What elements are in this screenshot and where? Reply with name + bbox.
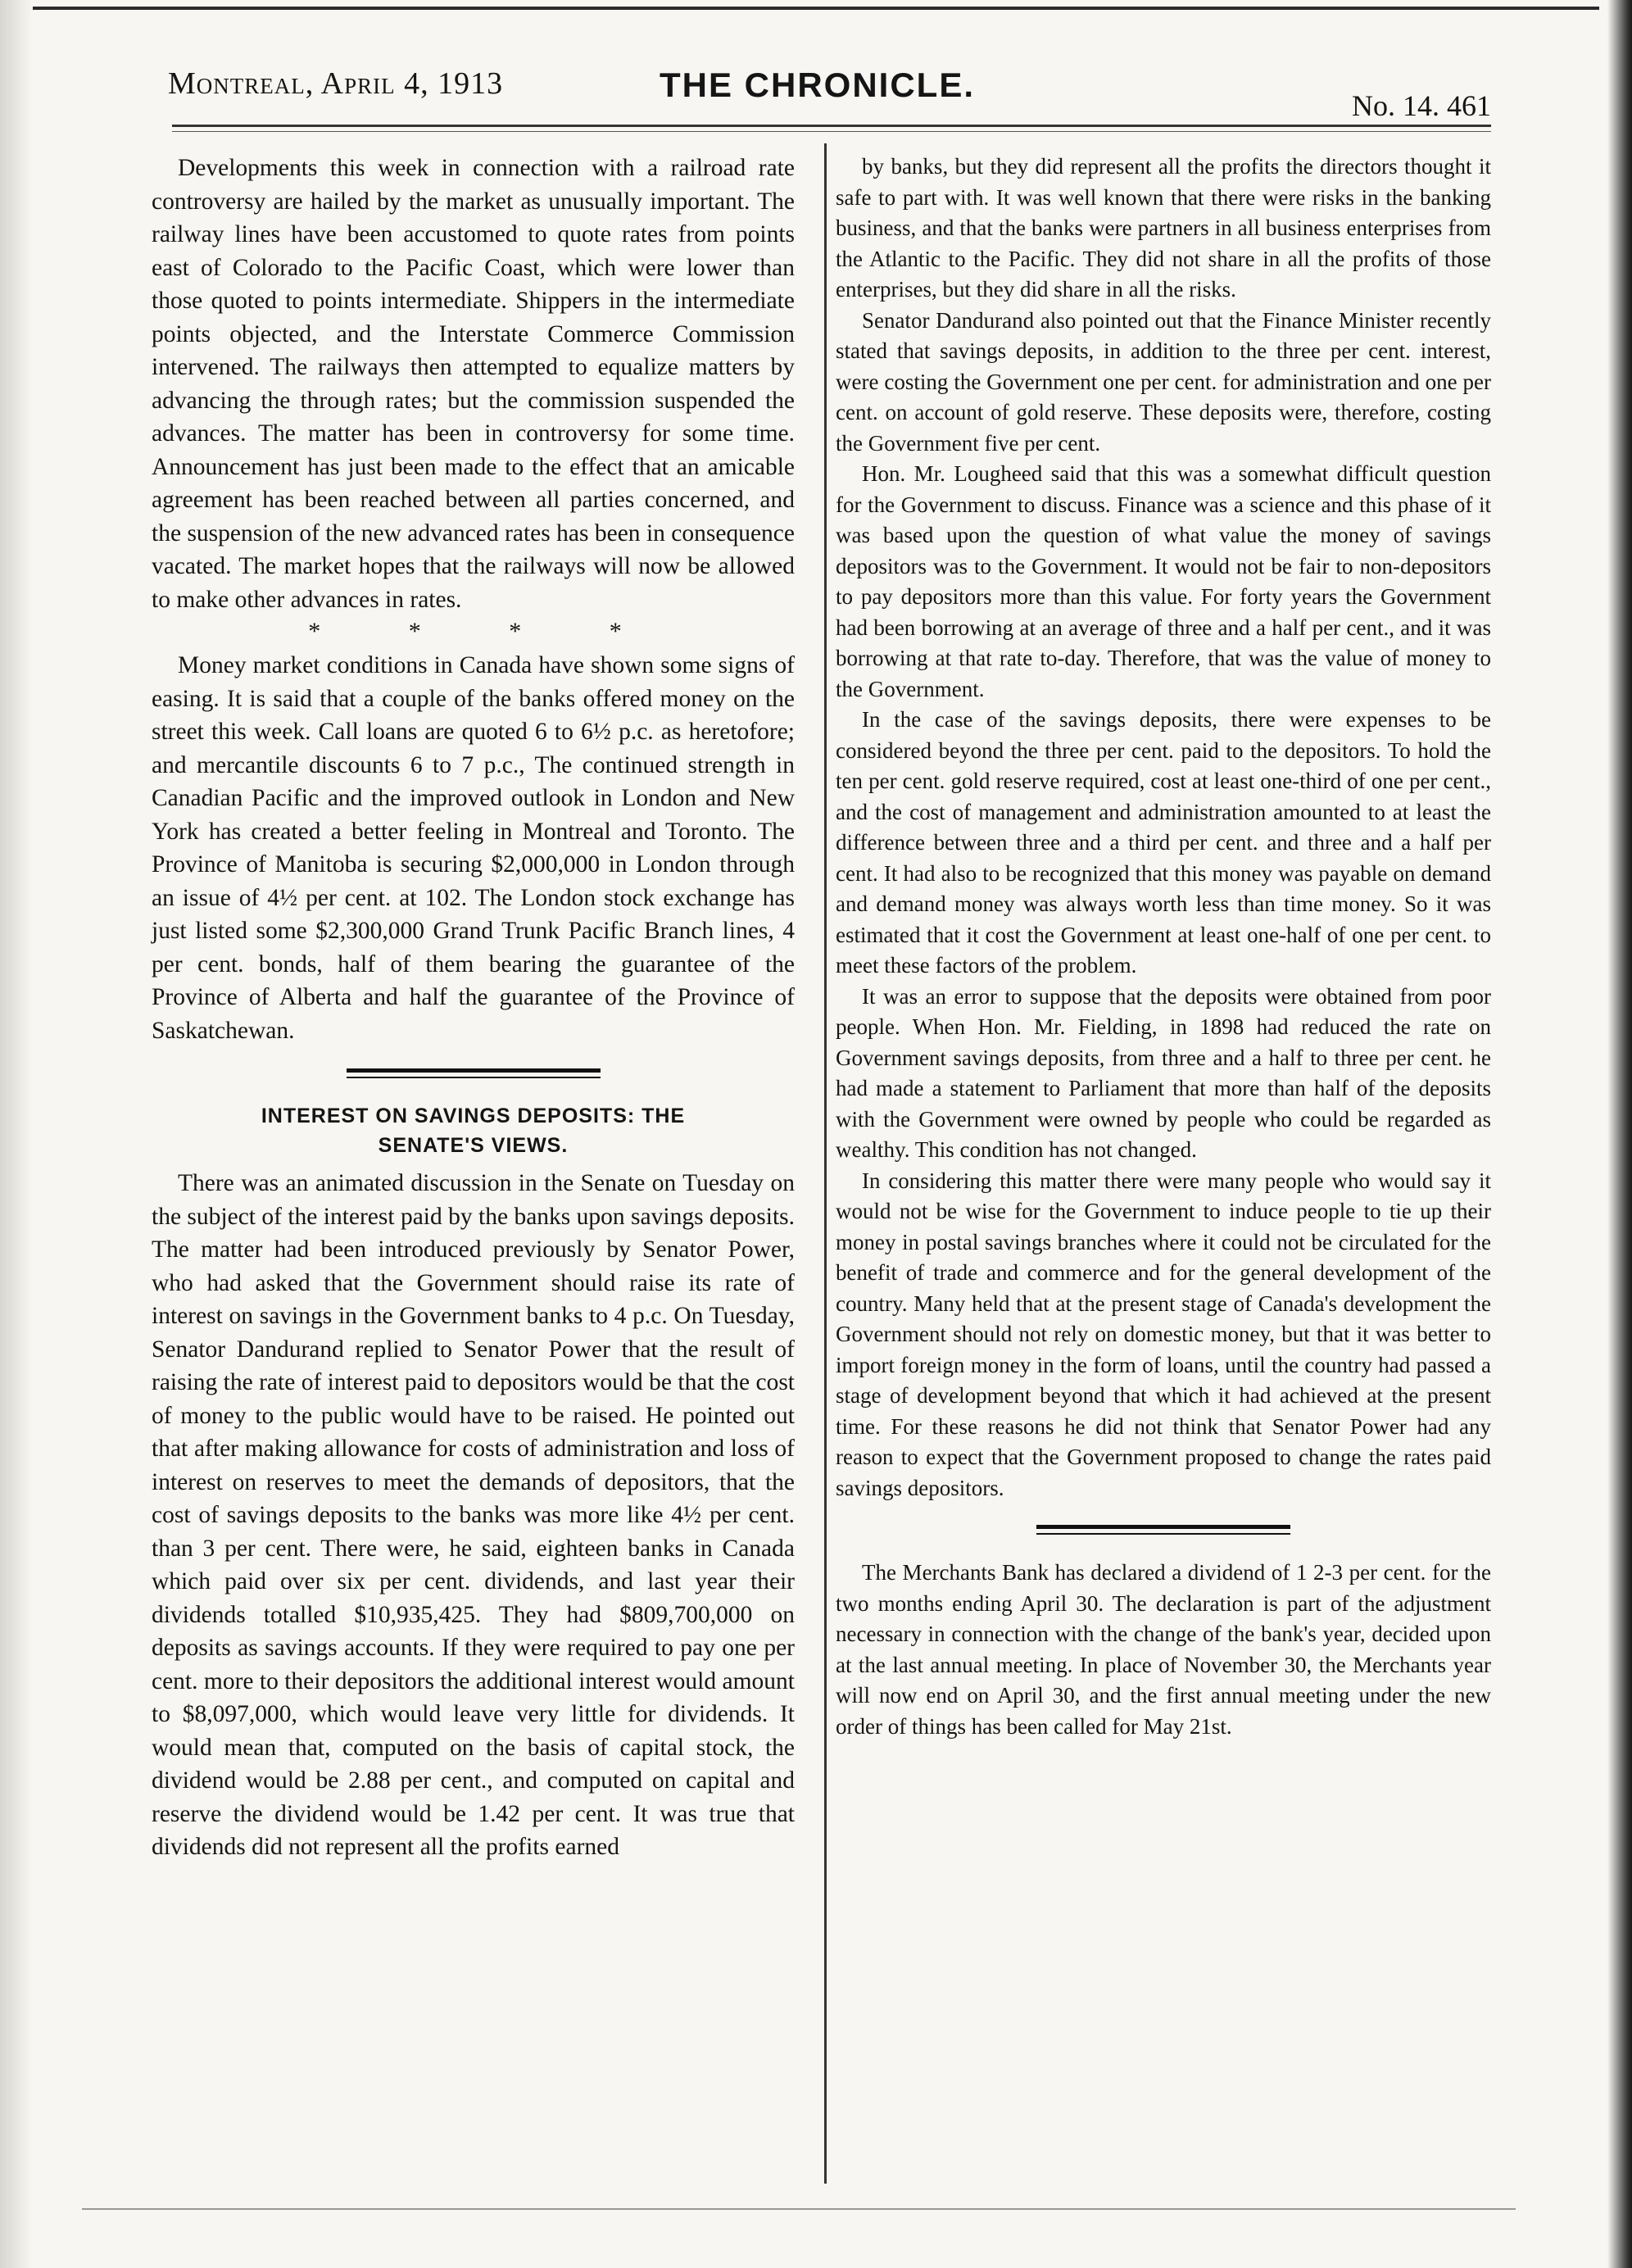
article-heading (152, 1101, 795, 1160)
header-rule (172, 125, 1491, 127)
article-heading-line2: SENATE'S VIEWS. (378, 1134, 569, 1157)
column-divider (824, 143, 827, 2184)
considering-paragraph: In considering this matter there were many people who would say it would not be wise for the Government to induce people to tie up their money in postal savings branches where it could not be circulated for the benefit of trade and commerce and for the general development of the country. Many held that at the present stage of Canada's development the Government should not rely on domestic money, but that it was better to import foreign money in the form of loans, until the country had passed a stage of development beyond that which it had achieved at the present time. For these reasons he did not think that Senator Power had any reason to expect that the Government proposed to change the rates paid savings depositors. (836, 1168, 1491, 1500)
header-page-number: No. 14. 461 (1352, 89, 1491, 122)
section-stars: * * * * (308, 618, 663, 645)
profits-paragraph: by banks, but they did represent all the profits the directors thought it safe to part with. It was well known that there were risks in the banking business, and that the banks were partners in all business enterprises from the Atlantic to the Pacific. They did not share in all the profits of those enterprises, but they did share in all the risks. (836, 154, 1491, 302)
left-column (152, 152, 795, 1864)
top-edge-rule (33, 7, 1599, 10)
merchants-bank-paragraph: The Merchants Bank has declared a dividend of 1 2-3 per cent. for the two months ending April 30. The declaration is part of the adjustment necessary in connection with the change of the bank's year, decided upon at the last annual meeting. In place of November 30, the Merchants year will now end on April 30, and the first annual meeting under the new order of things has been called for May 21st. (836, 1560, 1491, 1739)
money-market-paragraph: Money market conditions in Canada have shown some signs of easing. It is said that a couple of the banks offered money on the street this week. Call loans are quoted 6 to 6½ p.c. as heretofore; and mercantile discounts 6 to 7 p.c., The continued strength in Canadian Pacific and the improved outlook in London and New York has created a better feeling in Montreal and Toronto. The Province of Manitoba is securing $2,000,000 in London through an issue of 4½ per cent. at 102. The London stock exchange has just listed some $2,300,000 Grand Trunk Pacific Branch lines, 4 per cent. bonds, half of them bearing the guarantee of the Province of Alberta and half the guarantee of the Province of Saskatchewan. (152, 652, 795, 1044)
header-masthead: THE CHRONICLE. (660, 66, 975, 104)
lougheed-paragraph: Hon. Mr. Lougheed said that this was a somewhat difficult question for the Government to discuss. Finance was a science and this phase of it was based upon the question of what value the money of savings depositors was to the Government. It would not be fair to non-depositors to pay depositors more than this value. For forty years the Government had been borrowing at an average of three and a half per cent., and it was borrowing at that rate to-day. Therefore, that was the value of money to the Government. (836, 461, 1491, 701)
article-heading-line1: INTEREST ON SAVINGS DEPOSITS: THE (261, 1105, 686, 1127)
header-rule-thin (172, 131, 1491, 132)
right-column (836, 152, 1491, 1742)
railroad-rate-paragraph: Developments this week in connection with a railroad rate controversy are hailed by the market as unusually important. The railway lines have been accustomed to quote rates from points east of Colorado to the Pacific Coast, which were lower than those quoted to points intermediate. Shippers in the intermediate points objected, and the Interstate Commerce Commission intervened. The railways then attempted to equalize matters by advancing the through rates; but the commission suspended the advances. The matter has been in controversy for some time. Announcement has just been made to the effect that an amicable agreement has been reached between all parties concerned, and the suspension of the new advanced rates has been in consequence vacated. The market hopes that the railways will now be allowed to make other advances in rates. (152, 155, 795, 613)
fielding-paragraph: It was an error to suppose that the deposits were obtained from poor people. When Hon. Mr. Fielding, in 1898 had reduced the rate on Government savings deposits, from three and a half to three per cent. he had made a statement to Parliament that more than half of the deposits with the Government were owned by people who could be regarded as wealthy. This condition has not changed. (836, 983, 1491, 1162)
section-separator-right (1036, 1525, 1290, 1535)
header-dateline: Montreal, April 4, 1913 (168, 66, 504, 101)
senate-discussion-paragraph: There was an animated discussion in the Senate on Tuesday on the subject of the interest paid by the banks upon savings deposits. The matter had been introduced previously by Senator Power, who had asked that the Government should raise its rate of interest on savings in the Government banks to 4 p.c. On Tuesday, Senator Dandurand replied to Senator Power that the result of raising the rate of interest paid to depositors would be that the cost of money to the public would have to be raised. He pointed out that after making allowance for costs of administration and loss of interest on reserves to meet the demands of depositors, that the cost of savings deposits to the banks was more like 4½ per cent. than 3 per cent. There were, he said, eighteen banks in Canada which paid over six per cent. dividends, and last year their dividends totalled $10,935,425. They had $809,700,000 on deposits as savings accounts. If they were required to pay one per cent. more to their depositors the additional interest would amount to $8,097,000, which would leave very little for dividends. It would mean that, computed on the basis of capital stock, the dividend would be 2.88 per cent., and computed on capital and reserve the dividend would be 1.42 per cent. It was true that dividends did not represent all the profits earned (152, 1170, 795, 1860)
page-header (168, 66, 1491, 123)
dandurand-paragraph: Senator Dandurand also pointed out that the Finance Minister recently stated that savings deposits, in addition to the three per cent. interest, were costing the Government one per cent. for administration and one per cent. on account of gold reserve. These deposits were, therefore, costing the Government five per cent. (836, 307, 1491, 456)
expenses-paragraph: In the case of the savings deposits, there were expenses to be considered beyond the three per cent. paid to the depositors. To hold the ten per cent. gold reserve required, cost at least one-third of one per cent., and the cost of management and administration amounted to at least the difference between three and a third per cent. and three and a half per cent. It had also to be recognized that this money was payable on demand and demand money was always worth less than time money. So it was estimated that it cost the Government at least one-half of one per cent. to meet these factors of the problem. (836, 707, 1491, 978)
bottom-edge-rule (82, 2208, 1516, 2210)
section-separator (347, 1068, 601, 1078)
